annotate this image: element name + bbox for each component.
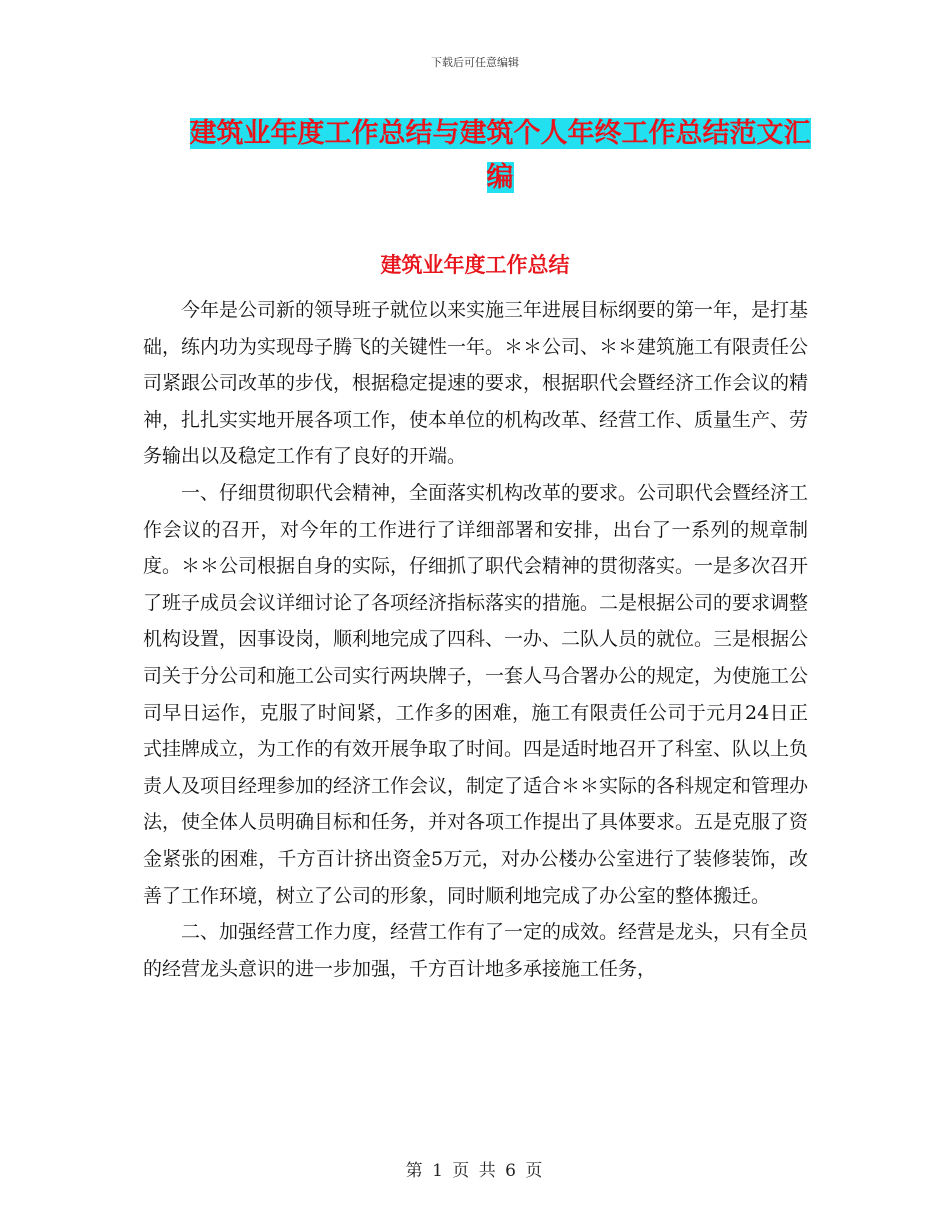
section-title: 建筑业年度工作总结 <box>380 253 570 277</box>
page-footer: 第 1 页 共 6 页 <box>405 1161 545 1181</box>
paragraph-intro: 今年是公司新的领导班子就位以来实施三年进展目标纲要的第一年，是打基础，练内功为实现母子腾飞的关键性一年。＊＊公司、＊＊建筑施工有限责任公司紧跟公司改革的步伐，根据稳定提速的要求，根据职代会暨经济工作会议的精神，扎扎实实地开展各项工作，使本单位的机构改革、经营工作、质量生产、劳务输出以及稳定工作有了良好的开端。 <box>143 299 809 468</box>
document-title-line2: 编 <box>486 162 514 193</box>
document-title-line1: 建筑业年度工作总结与建筑个人年终工作总结范文汇 <box>189 118 811 149</box>
paragraph-section-2: 二、加强经营工作力度，经营工作有了一定的成效。经营是龙头，只有全员的经营龙头意识的进一步加强，千方百计地多承接施工任务， <box>143 921 809 980</box>
page-header-note: 下载后可任意编辑 <box>431 56 519 69</box>
document-title <box>150 112 850 200</box>
document-body <box>143 292 808 987</box>
paragraph-section-1: 一、仔细贯彻职代会精神，全面落实机构改革的要求。公司职代会暨经济工作会议的召开，对今年的工作进行了详细部署和安排，出台了一系列的规章制度。＊＊公司根据自身的实际，仔细抓了职代会精神的贯彻落实。一是多次召开了班子成员会议详细讨论了各项经济指标落实的措施。二是根据公司的要求调整机构设置，因事设岗，顺利地完成了四科、一办、二队人员的就位。三是根据公司关于分公司和施工公司实行两块牌子，一套人马合署办公的规定，为使施工公司早日运作，克服了时间紧，工作多的困难，施工有限责任公司于元月24日正式挂牌成立，为工作的有效开展争取了时间。四是适时地召开了科室、队以上负责人及项目经理参加的经济工作会议，制定了适合＊＊实际的各科规定和管理办法，使全体人员明确目标和任务，并对各项工作提出了具体要求。五是克服了资金紧张的困难，千方百计挤出资金5万元，对办公楼办公室进行了装修装饰，改善了工作环境，树立了公司的形象，同时顺利地完成了办公室的整体搬迁。 <box>143 481 809 907</box>
